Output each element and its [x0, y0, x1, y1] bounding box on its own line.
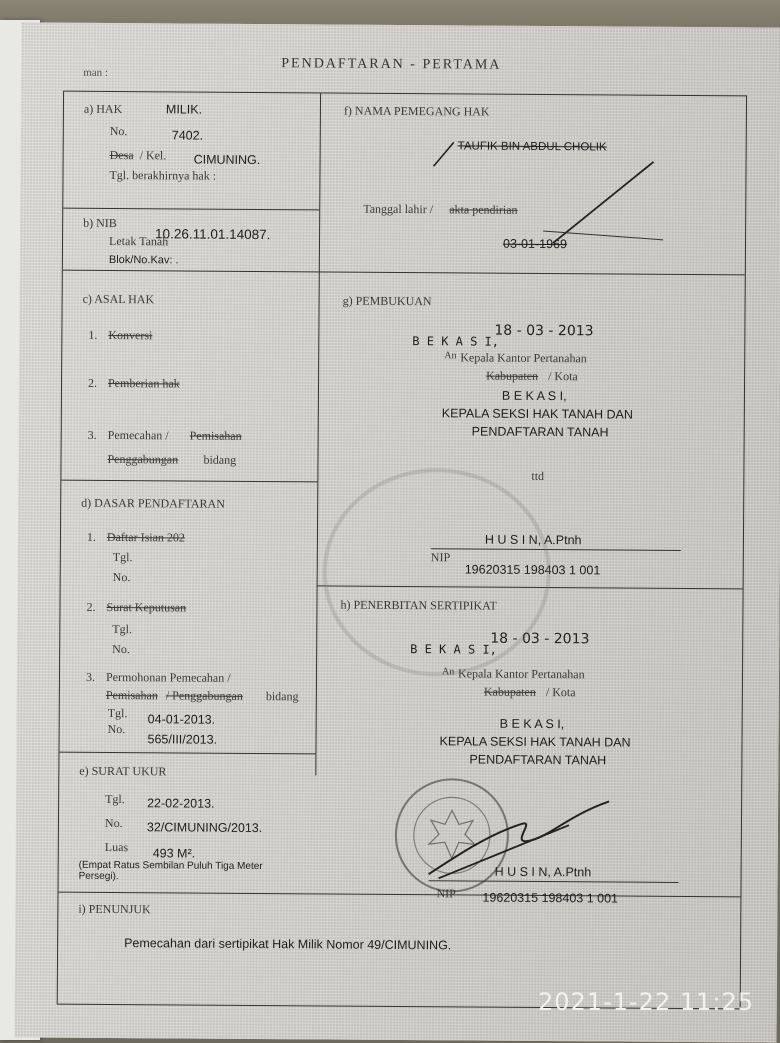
asal-pemberian-hak: Pemberian hak — [107, 375, 180, 391]
penerbitan-kota: / Kota — [545, 685, 576, 700]
dasar-penggabungan: / Penggabungan — [165, 688, 243, 703]
kel-label: / Kel. — [139, 148, 167, 163]
section-h-label: h) PENERBITAN SERTIPIKAT — [340, 597, 497, 613]
pembukuan-kabupaten: Kabupaten — [486, 368, 539, 383]
pembukuan-seksi-line1: KEPALA SEKSI HAK TANAH DAN — [441, 406, 633, 422]
pembukuan-kota: / Kota — [548, 369, 578, 384]
photo-timestamp: 2021-1-22 11:25 — [538, 988, 754, 1016]
surat-ukur-tgl-value: 22-02-2013. — [147, 796, 215, 811]
pembukuan-seksi-line2: PENDAFTARAN TANAH — [471, 424, 609, 440]
penerbitan-seksi-line2: PENDAFTARAN TANAH — [469, 752, 607, 768]
pembukuan-nip: 19620315 198403 1 001 — [464, 562, 601, 578]
penerbitan-kepala-kantor: Kepala Kantor Pertanahan — [457, 666, 585, 682]
dasar-item2-no: 2. — [86, 599, 96, 614]
section-d-label: d) DASAR PENDAFTARAN — [81, 495, 225, 511]
asal-bidang: bidang — [203, 452, 237, 467]
pembukuan-city2: B E K A S I, — [501, 388, 567, 404]
penerbitan-date: 18 - 03 - 2013 — [490, 630, 590, 648]
section-e-label: e) SURAT UKUR — [79, 763, 167, 779]
surat-ukur-no-label: No. — [104, 815, 123, 831]
dasar-bidang: bidang — [265, 689, 299, 704]
luas-value: 493 M². — [152, 846, 196, 861]
pembukuan-ttd: ttd — [531, 468, 545, 484]
dasar-item1-no-label: No. — [112, 570, 131, 585]
luas-text: (Empat Ratus Sembilan Puluh Tiga Meter Persegi). — [78, 859, 263, 883]
letak-tanah-label: Letak Tanah — [108, 233, 169, 249]
dasar-no-value: 565/III/2013. — [147, 732, 218, 747]
dasar-pemisahan: Pemisahan — [105, 687, 158, 703]
penerbitan-officer: H U S I N, A.Ptnh — [494, 864, 592, 880]
tgl-berakhir-label: Tgl. berakhirnya hak : — [109, 167, 217, 183]
surat-ukur-tgl-label: Tgl. — [105, 791, 125, 807]
asal-penggabungan: Penggabungan — [107, 451, 179, 467]
center-divider — [315, 93, 321, 775]
pembukuan-nip-label: NIP — [430, 550, 451, 565]
pembukuan-an: An — [444, 350, 457, 362]
section-a-label: a) HAK — [83, 101, 123, 117]
man-label: man : — [83, 66, 108, 79]
holder-name: TAUFIK BIN ABDUL CHOLIK — [457, 140, 607, 154]
penerbitan-city: B E K A S I, — [410, 642, 497, 657]
dasar-item2-no-label: No. — [112, 642, 130, 657]
no-label: No. — [109, 123, 128, 139]
section-f-label: f) NAMA PEMEGANG HAK — [343, 103, 490, 119]
penerbitan-nip-label: NIP — [436, 886, 456, 901]
dasar-item2-tgl: Tgl. — [112, 622, 133, 637]
divider-d-e — [59, 752, 315, 755]
tanggal-lahir-label: Tanggal lahir / — [363, 201, 434, 217]
surat-ukur-no-value: 32/CIMUNING/2013. — [146, 820, 263, 836]
dasar-daftar-isian: Daftar Isian 202 — [106, 529, 185, 545]
penunjuk-text: Pemecahan dari sertipikat Hak Milik Nomor 49/CIMUNING. — [124, 936, 452, 953]
divider-b-c — [63, 270, 745, 276]
asal-item2-no: 2. — [87, 375, 98, 390]
certificate-page — [14, 22, 780, 1042]
section-c-label: c) ASAL HAK — [82, 291, 155, 307]
dasar-item1-tgl: Tgl. — [112, 550, 133, 565]
desa-label: Desa — [109, 147, 134, 163]
penerbitan-an: An — [441, 666, 455, 678]
dasar-item3-no: 3. — [85, 669, 96, 684]
page-title: PENDAFTARAN - PERTAMA — [281, 56, 502, 73]
penerbitan-kabupaten: Kabupaten — [483, 684, 536, 699]
dasar-surat-keputusan: Surat Keputusan — [106, 599, 187, 615]
kelurahan-value: CIMUNING. — [193, 152, 261, 168]
dasar-item3-no-label: No. — [107, 721, 126, 737]
asal-pemecahan: Pemecahan / — [107, 427, 169, 443]
hak-number: 7402. — [171, 128, 204, 143]
asal-item1-no: 1. — [88, 327, 98, 342]
dasar-tgl-value: 04-01-2013. — [147, 712, 216, 727]
pembukuan-city: B E K A S I, — [412, 334, 500, 349]
penerbitan-seksi-line1: KEPALA SEKSI HAK TANAH DAN — [439, 734, 631, 750]
divider-a-b — [63, 208, 319, 211]
penerbitan-city2: B E K A S I, — [499, 716, 565, 732]
pembukuan-date: 18 - 03 - 2013 — [494, 322, 594, 340]
nib-value: 10.26.11.01.14087. — [155, 226, 271, 243]
section-b-label: b) NIB — [83, 215, 117, 231]
divider-e-i — [58, 892, 740, 898]
blok-label: Blok/No.Kav: . — [108, 253, 179, 267]
dasar-permohonan: Permohonan Pemecahan / — [105, 669, 231, 685]
asal-item3-no: 3. — [87, 427, 97, 442]
hak-value: MILIK. — [165, 102, 203, 117]
tanggal-lahir-value: 03-01-1969 — [502, 236, 568, 252]
section-g-label: g) PEMBUKUAN — [342, 293, 432, 309]
asal-pemisahan: Pemisahan — [189, 428, 242, 443]
akta-pendirian-label: akta pendirian — [449, 202, 518, 217]
penerbitan-nip: 19620315 198403 1 001 — [482, 890, 619, 906]
luas-label: Luas — [104, 839, 129, 855]
pembukuan-officer: H U S I N, A.Ptnh — [484, 532, 582, 548]
pembukuan-kepala-kantor: Kepala Kantor Pertanahan — [460, 350, 587, 366]
asal-konversi: Konversi — [108, 327, 153, 343]
registration-form — [57, 91, 747, 1010]
divider-c-d — [61, 480, 317, 483]
dasar-item1-no: 1. — [86, 529, 97, 544]
dasar-item3-tgl: Tgl. — [107, 705, 128, 721]
strike-slash — [423, 134, 684, 256]
section-i-label: i) PENUNJUK — [78, 901, 151, 917]
